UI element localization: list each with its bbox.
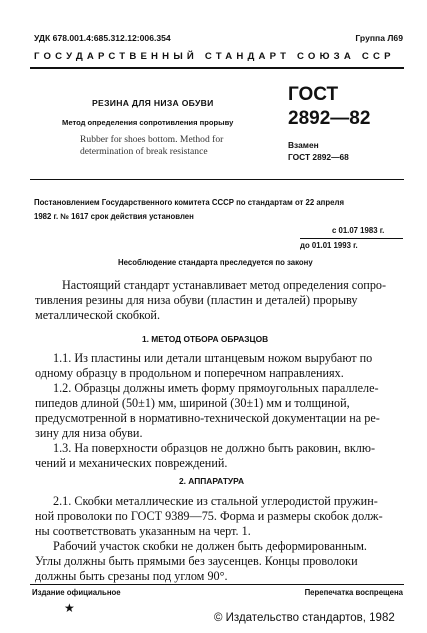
state-standard-banner: ГОСУДАРСТВЕННЫЙ СТАНДАРТ СОЮЗА ССР bbox=[34, 51, 395, 62]
section-1-heading: 1. МЕТОД ОТБОРА ОБРАЗЦОВ bbox=[142, 334, 269, 344]
decree-line-2: 1982 г. № 1617 срок действия установлен bbox=[34, 212, 194, 221]
section-2-line: должны быть срезаны под углом 90°. bbox=[35, 569, 228, 583]
intro-line: металлической скобкой. bbox=[35, 308, 160, 322]
validity-to: до 01.01 1993 г. bbox=[300, 241, 358, 250]
section-1-body bbox=[35, 351, 402, 471]
copyright: © Издательство стандартов, 1982 bbox=[214, 612, 395, 624]
section-2-line: ны соответствовать указанным на черт. 1. bbox=[35, 524, 251, 538]
reprint-prohibited-label: Перепечатка воспрещена bbox=[304, 588, 403, 597]
section-2-line: Рабочий участок скобки не должен быть деформированным. bbox=[53, 539, 367, 553]
gost-label: ГОСТ bbox=[288, 84, 339, 105]
star-icon: ★ bbox=[64, 601, 75, 615]
footer-rule bbox=[30, 584, 404, 585]
validity-from: с 01.07 1983 г. bbox=[332, 226, 385, 235]
header-rule bbox=[30, 67, 404, 69]
document-title: РЕЗИНА ДЛЯ НИЗА ОБУВИ bbox=[92, 98, 214, 108]
document-subtitle: Метод определения сопротивления прорыву bbox=[62, 118, 234, 127]
section-1-line: 1.3. На поверхности образцов не должно быть раковин, вклю- bbox=[53, 441, 376, 455]
section-1-line: предусмотренной в нормативно-технической документации на ре- bbox=[35, 411, 380, 425]
section-1-line: одному образцу в продольном и поперечном направлениях. bbox=[35, 366, 344, 380]
group-code: Группа Л69 bbox=[355, 33, 403, 43]
section-2-heading: 2. АППАРАТУРА bbox=[179, 476, 245, 486]
title-rule bbox=[30, 179, 404, 180]
replaces-label: Взамен bbox=[288, 140, 319, 150]
gost-number: 2892—82 bbox=[288, 108, 371, 129]
law-warning: Несоблюдение стандарта преследуется по закону bbox=[118, 258, 313, 267]
replaced-standard: ГОСТ 2892—68 bbox=[288, 152, 349, 162]
section-1-line: 1.1. Из пластины или детали штанцевым ножом вырубают по bbox=[53, 351, 373, 365]
section-1-line: пипедов длиной (50±1) мм, шириной (30±1) мм и толщиной, bbox=[35, 396, 350, 410]
english-title-line-2: determination of break resistance bbox=[80, 146, 208, 157]
intro-line: тивления резины для низа обуви (пластин и деталей) прорыву bbox=[35, 293, 358, 307]
section-2-line: ной проволоки по ГОСТ 9389—75. Форма и размеры скобок долж- bbox=[35, 509, 383, 523]
intro-paragraph bbox=[35, 278, 402, 323]
intro-line: Настоящий стандарт устанавливает метод определения сопро- bbox=[62, 278, 387, 292]
section-2-body bbox=[35, 494, 402, 584]
section-1-line: чений и механических повреждений. bbox=[35, 456, 228, 470]
decree-line-1: Постановлением Государственного комитета СССР по стандартам от 22 апреля bbox=[34, 198, 344, 207]
udk-code: УДК 678.001.4:685.312.12:006.354 bbox=[34, 33, 171, 43]
english-title-line-1: Rubber for shoes bottom. Method for bbox=[80, 134, 224, 145]
section-2-line: 2.1. Скобки металлические из стальной углеродистой пружин- bbox=[53, 494, 378, 508]
section-1-line: зину для низа обуви. bbox=[35, 426, 143, 440]
section-1-line: 1.2. Образцы должны иметь форму прямоугольных параллеле- bbox=[53, 381, 379, 395]
section-2-line: Углы должны быть прямыми без заусенцев. Концы проволоки bbox=[35, 554, 358, 568]
official-edition-label: Издание официальное bbox=[32, 588, 121, 597]
validity-divider bbox=[300, 238, 403, 239]
